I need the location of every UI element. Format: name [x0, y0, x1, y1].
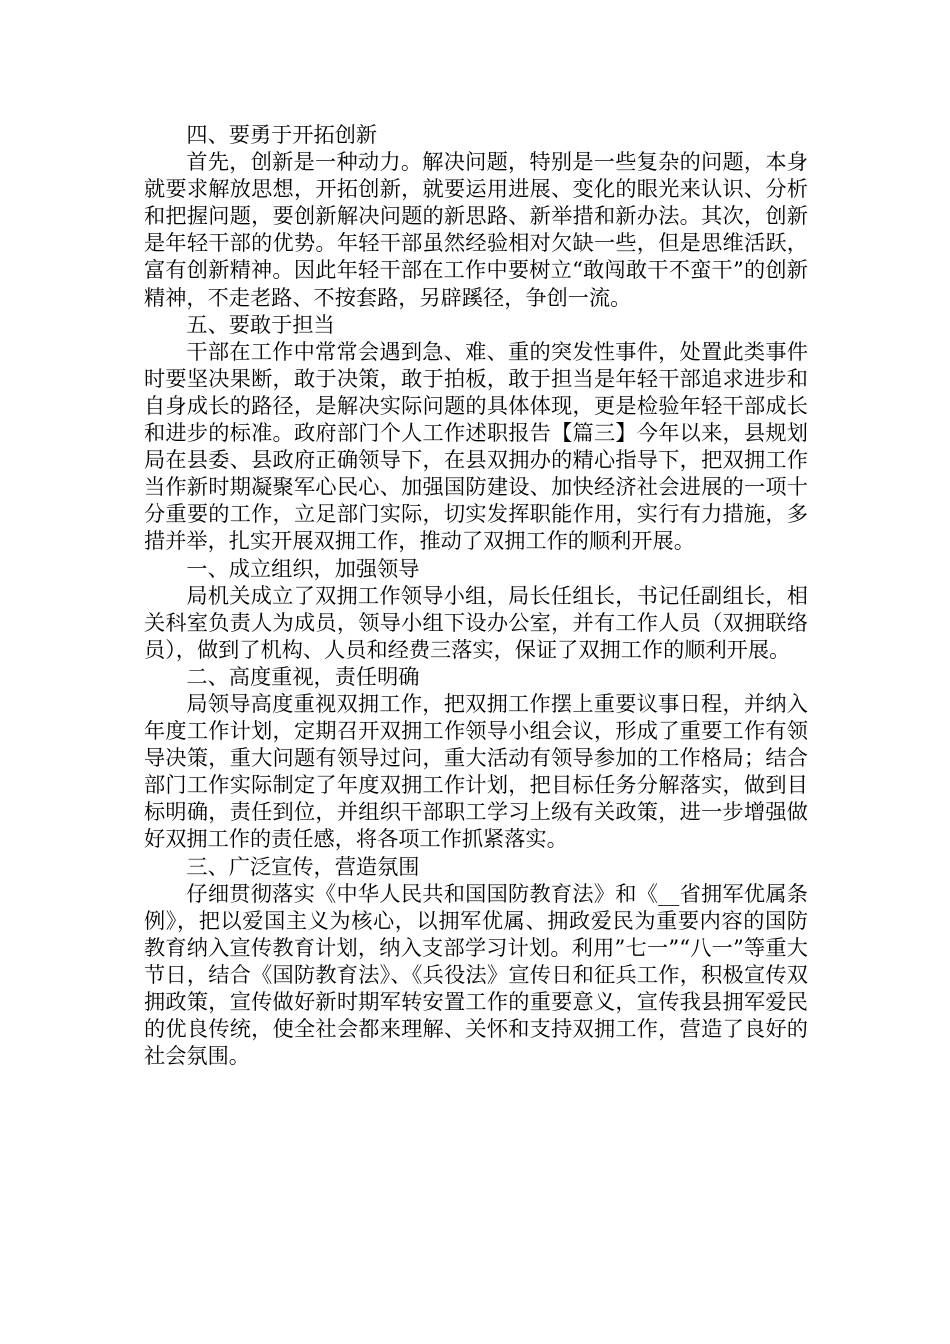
section-heading-responsibility: 五、要敢于担当: [186, 311, 335, 337]
paragraph-responsibility: 干部在工作中常常会遇到急、难、重的突发性事件，处置此类事件时要坚决果断，敢于决策，敢于拍板，敢于担当是年轻干部追求进步和自身成长的路径，是解决实际问题的具体体现，更是检验年轻干部成长和进步的标准。政府部门个人工作述职报告【篇三】今年以来，县规划局在县委、县政府正确领导下，在县双拥办的精心指导下，把双拥工作当作新时期凝聚军心民心、加强国防建设、加快经济社会进展的一项十分重要的工作，立足部门实际，切实发挥职能作用，实行有力措施，多措并举，扎实开展双拥工作，推动了双拥工作的顺利开展。: [144, 338, 808, 554]
paragraph-publicity: 仔细贯彻落实《中华人民共和国国防教育法》和《__省拥军优属条例》，把以爱国主义为核心，以拥军优属、拥政爱民为重要内容的国防教育纳入宣传教育计划，纳入支部学习计划。利用”七一”“八一”等重大节日，结合《国防教育法》、《兵役法》宣传日和征兵工作，积极宣传双拥政策，宣传做好新时期军转安置工作的重要意义，宣传我县拥军爱民的优良传统，使全社会都来理解、关怀和支持双拥工作，营造了良好的社会氛围。: [144, 880, 808, 1069]
paragraph-organization: 局机关成立了双拥工作领导小组，局长任组长，书记任副组长，相关科室负责人为成员，领导小组下设办公室，并有工作人员（双拥联络员），做到了机构、人员和经费三落实，保证了双拥工作的顺利开展。: [144, 582, 808, 662]
section-heading-publicity: 三、广泛宣传，营造氛围: [186, 853, 420, 879]
document-body: [144, 121, 808, 1069]
paragraph-attention: 局领导高度重视双拥工作，把双拥工作摆上重要议事日程，并纳入年度工作计划，定期召开双拥工作领导小组会议，形成了重要工作有领导决策，重大问题有领导过问，重大活动有领导参加的工作格局；结合部门工作实际制定了年度双拥工作计划，把目标任务分解落实，做到目标明确，责任到位，并组织干部职工学习上级有关政策，进一步增强做好双拥工作的责任感，将各项工作抓紧落实。: [144, 690, 808, 852]
paragraph-innovation: 首先，创新是一种动力。解决问题，特别是一些复杂的问题，本身就要求解放思想，开拓创新，就要运用进展、变化的眼光来认识、分析和把握问题，要创新解决问题的新思路、新举措和新办法。其次，创新是年轻干部的优势。年轻干部虽然经验相对欠缺一些，但是思维活跃，富有创新精神。因此年轻干部在工作中要树立“敢闯敢干不蛮干”的创新精神，不走老路、不按套路，另辟蹊径，争创一流。: [144, 149, 808, 310]
section-heading-attention: 二、高度重视，责任明确: [186, 663, 420, 689]
section-heading-innovation: 四、要勇于开拓创新: [186, 122, 378, 147]
section-heading-organization: 一、成立组织，加强领导: [186, 555, 420, 581]
